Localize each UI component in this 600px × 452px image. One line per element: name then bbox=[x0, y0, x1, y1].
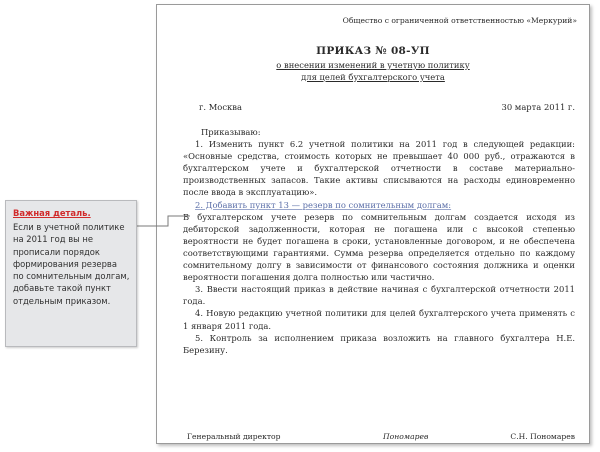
important-detail-callout bbox=[5, 200, 137, 347]
order-item-1: 1. Изменить пункт 6.2 учетной политики на 2011 год в следующей редакции: «Основные средства, стоимость которых не превышает 40 000 руб., отражаются в бухгалтерском учете и бухгалтерской отчетности в составе материально-производственных запасов. Такие активы списываются на расходы единовременно после ввода в эксплуатацию». bbox=[183, 139, 575, 198]
order-item-2-highlight: 2. Добавить пункт 13 — резерв по сомнительным долгам: bbox=[195, 199, 452, 210]
order-item-3: 3. Ввести настоящий приказ в действие начиная с бухгалтерской отчетности 2011 года. bbox=[183, 284, 575, 307]
callout-title: Важная деталь. bbox=[13, 208, 91, 218]
document-title: ПРИКАЗ № 08-УП bbox=[316, 45, 430, 57]
order-document bbox=[156, 4, 590, 444]
signatory-role: Генеральный директор bbox=[187, 432, 281, 441]
order-item-4: 4. Новую редакцию учетной политики для целей бухгалтерского учета применять с 1 января 2011 года. bbox=[183, 308, 575, 331]
organization-name: Общество с ограниченной ответственностью «Меркурий» bbox=[342, 16, 577, 25]
order-item-5: 5. Контроль за исполнением приказа возложить на главного бухгалтера Н.Е. Березину. bbox=[183, 332, 575, 355]
document-city: г. Москва bbox=[199, 102, 242, 112]
callout-text: Если в учетной политике на 2011 год вы не прописали порядок формирования резерва по сомнительным долгам, добавьте такой пункт отдельным приказом. bbox=[13, 222, 130, 306]
document-subtitle bbox=[157, 60, 589, 83]
order-body bbox=[183, 126, 575, 356]
handwritten-signature: Пономарев bbox=[383, 432, 429, 441]
signatory-name: С.Н. Пономарев bbox=[510, 432, 575, 441]
preamble: Приказываю: bbox=[201, 127, 261, 137]
subtitle-line: для целей бухгалтерского учета bbox=[301, 71, 445, 82]
subtitle-line: о внесении изменений в учетную политику bbox=[276, 60, 470, 70]
document-date: 30 марта 2011 г. bbox=[501, 102, 575, 112]
order-item-2-body: В бухгалтерском учете резерв по сомнительным долгам создается исходя из дебиторской задолженности, которая не погашена или с высокой степенью вероятности не будет погашена в сроки, установленные договором, и не обеспечена соответствующими гарантиями. Сумма резерва определяется отдельно по каждому сомнительному долгу в зависимости от финансового состояния должника и оценки вероятности погашения долга полностью или частично. bbox=[183, 211, 575, 283]
